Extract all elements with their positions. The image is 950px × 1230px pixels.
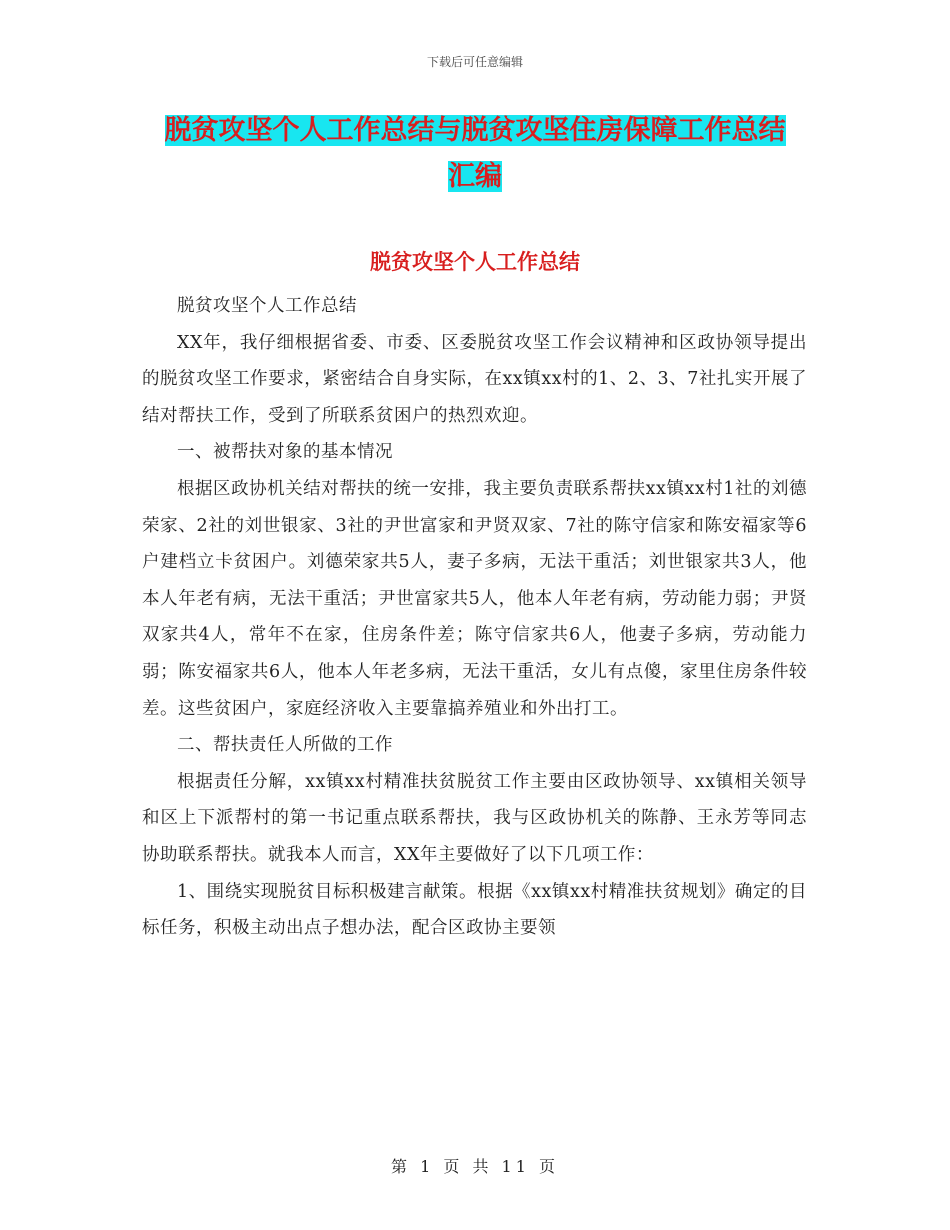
- document-title: [140, 108, 810, 200]
- paragraph: 一、被帮扶对象的基本情况: [177, 442, 393, 463]
- paragraph: 1、围绕实现脱贫目标积极建言献策。根据《xx镇xx村精准扶贫规划》确定的目标任务，积极主动出点子想办法，配合区政协主要领: [142, 881, 807, 939]
- paragraph: 脱贫攻坚个人工作总结: [177, 296, 357, 316]
- page-footer: 第 1 页 共 11 页: [391, 1157, 559, 1176]
- paragraph: 二、帮扶责任人所做的工作: [177, 735, 393, 756]
- document-body: [142, 288, 807, 947]
- paragraph: 根据责任分解，xx镇xx村精准扶贫脱贫工作主要由区政协领导、xx镇相关领导和区上下派帮村的第一书记重点联系帮扶，我与区政协机关的陈静、王永芳等同志协助联系帮扶。就我本人而言，XX年主要做好了以下几项工作：: [142, 771, 807, 865]
- section-title: 脱贫攻坚个人工作总结: [370, 250, 580, 274]
- document-title-line2: 汇编: [448, 161, 502, 192]
- header-note: 下载后可任意编辑: [426, 55, 523, 69]
- paragraph: 根据区政协机关结对帮扶的统一安排，我主要负责联系帮扶xx镇xx村1社的刘德荣家、2社的刘世银家、3社的尹世富家和尹贤双家、7社的陈守信家和陈安福家等6户建档立卡贫困户。刘德荣家共5人，妻子多病，无法干重活；刘世银家共3人，他本人年老有病，无法干重活；尹世富家共5人，他本人年老有病，劳动能力弱；尹贤双家共4人，常年不在家，住房条件差；陈守信家共6人，他妻子多病，劳动能力弱；陈安福家共6人，他本人年老多病，无法干重活，女儿有点傻，家里住房条件较差。这些贫困户，家庭经济收入主要靠搞养殖业和外出打工。: [142, 478, 807, 719]
- paragraph: XX年，我仔细根据省委、市委、区委脱贫攻坚工作会议精神和区政协领导提出的脱贫攻坚工作要求，紧密结合自身实际，在xx镇xx村的1、2、3、7社扎实开展了结对帮扶工作，受到了所联系贫困户的热烈欢迎。: [142, 332, 807, 426]
- document-title-line1: 脱贫攻坚个人工作总结与脱贫攻坚住房保障工作总结: [164, 115, 786, 146]
